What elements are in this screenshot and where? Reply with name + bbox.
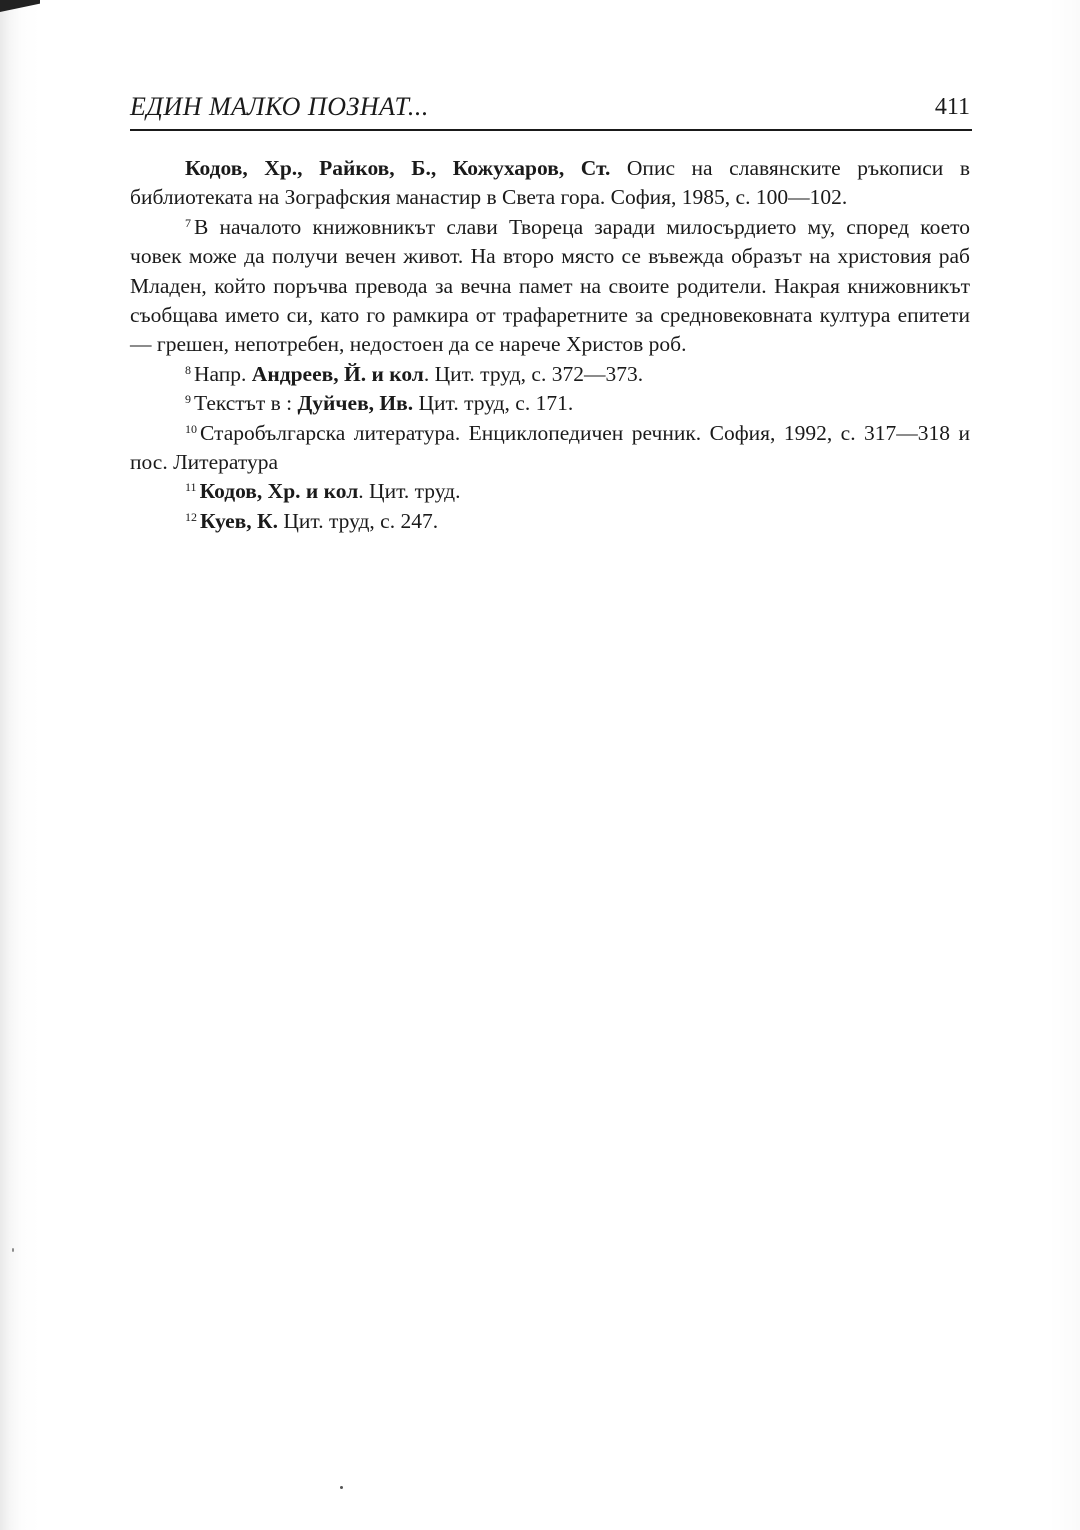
footnote-text: В началото книжовникът слави Твореца заради милосърдието му, според което човек може да получи вечен живот. На второ място се въвежда образът на христовия раб Младен, който поръчва превода за вечна памет на своите родители. Накрая книжовникът съобщава името си, като го рамкира от трафаретните за средновековната култура епитети — грешен, непотребен, недостоен да се нарече Христов роб. xyxy=(130,214,970,357)
page-number: 411 xyxy=(934,94,970,120)
footnote-11 xyxy=(130,477,970,506)
footnote-10 xyxy=(130,419,970,478)
footnote-9 xyxy=(130,389,970,418)
footnote-7 xyxy=(130,213,970,360)
scan-corner-mark xyxy=(0,0,40,12)
footnote-marker: 9 xyxy=(185,392,191,407)
scan-speck xyxy=(12,1248,14,1252)
footnote-prefix: Напр. xyxy=(194,361,252,386)
footnote-prefix: Текстът в : xyxy=(194,391,298,416)
footnote-author: Кодов, Хр. и кол xyxy=(199,479,359,504)
footnote-8 xyxy=(130,360,970,389)
footnote-text: Опис на славянските ръкописи в библиотеката на Зографския манастир в Света гора. София, 1985, с. 100—102. xyxy=(130,156,970,210)
footnote-text: Цит. труд, с. 171. xyxy=(413,391,574,416)
footnote-author: Андреев, Й. и кол xyxy=(251,361,424,386)
running-header xyxy=(130,92,972,132)
scan-speck xyxy=(340,1486,343,1489)
footnote-12 xyxy=(130,507,970,536)
footnote-text: Цит. труд, с. 247. xyxy=(278,508,439,533)
footnotes-block xyxy=(130,154,970,536)
footnote-author: Кодов, Хр., Райков, Б., Кожухаров, Ст. xyxy=(185,156,611,180)
footnote-text: Старобългарска литература. Енциклопедичен речник. София, 1992, с. 317—318 и пос. Литература xyxy=(130,420,970,475)
footnote-marker: 11 xyxy=(185,480,197,495)
footnote-marker: 8 xyxy=(185,362,191,377)
footnote-marker: 12 xyxy=(185,509,197,524)
footnote-marker: 7 xyxy=(185,215,191,230)
footnote-text: . Цит. труд, с. 372—373. xyxy=(423,361,644,386)
footnote-text: . Цит. труд. xyxy=(358,479,461,504)
header-rule xyxy=(130,129,972,131)
footnote-author: Дуйчев, Ив. xyxy=(297,391,414,416)
footnote-6-continuation xyxy=(130,154,970,213)
running-header-title: ЕДИН МАЛКО ПОЗНАТ... xyxy=(130,92,429,121)
footnote-marker: 10 xyxy=(185,421,197,436)
footnote-author: Куев, К. xyxy=(200,508,279,533)
